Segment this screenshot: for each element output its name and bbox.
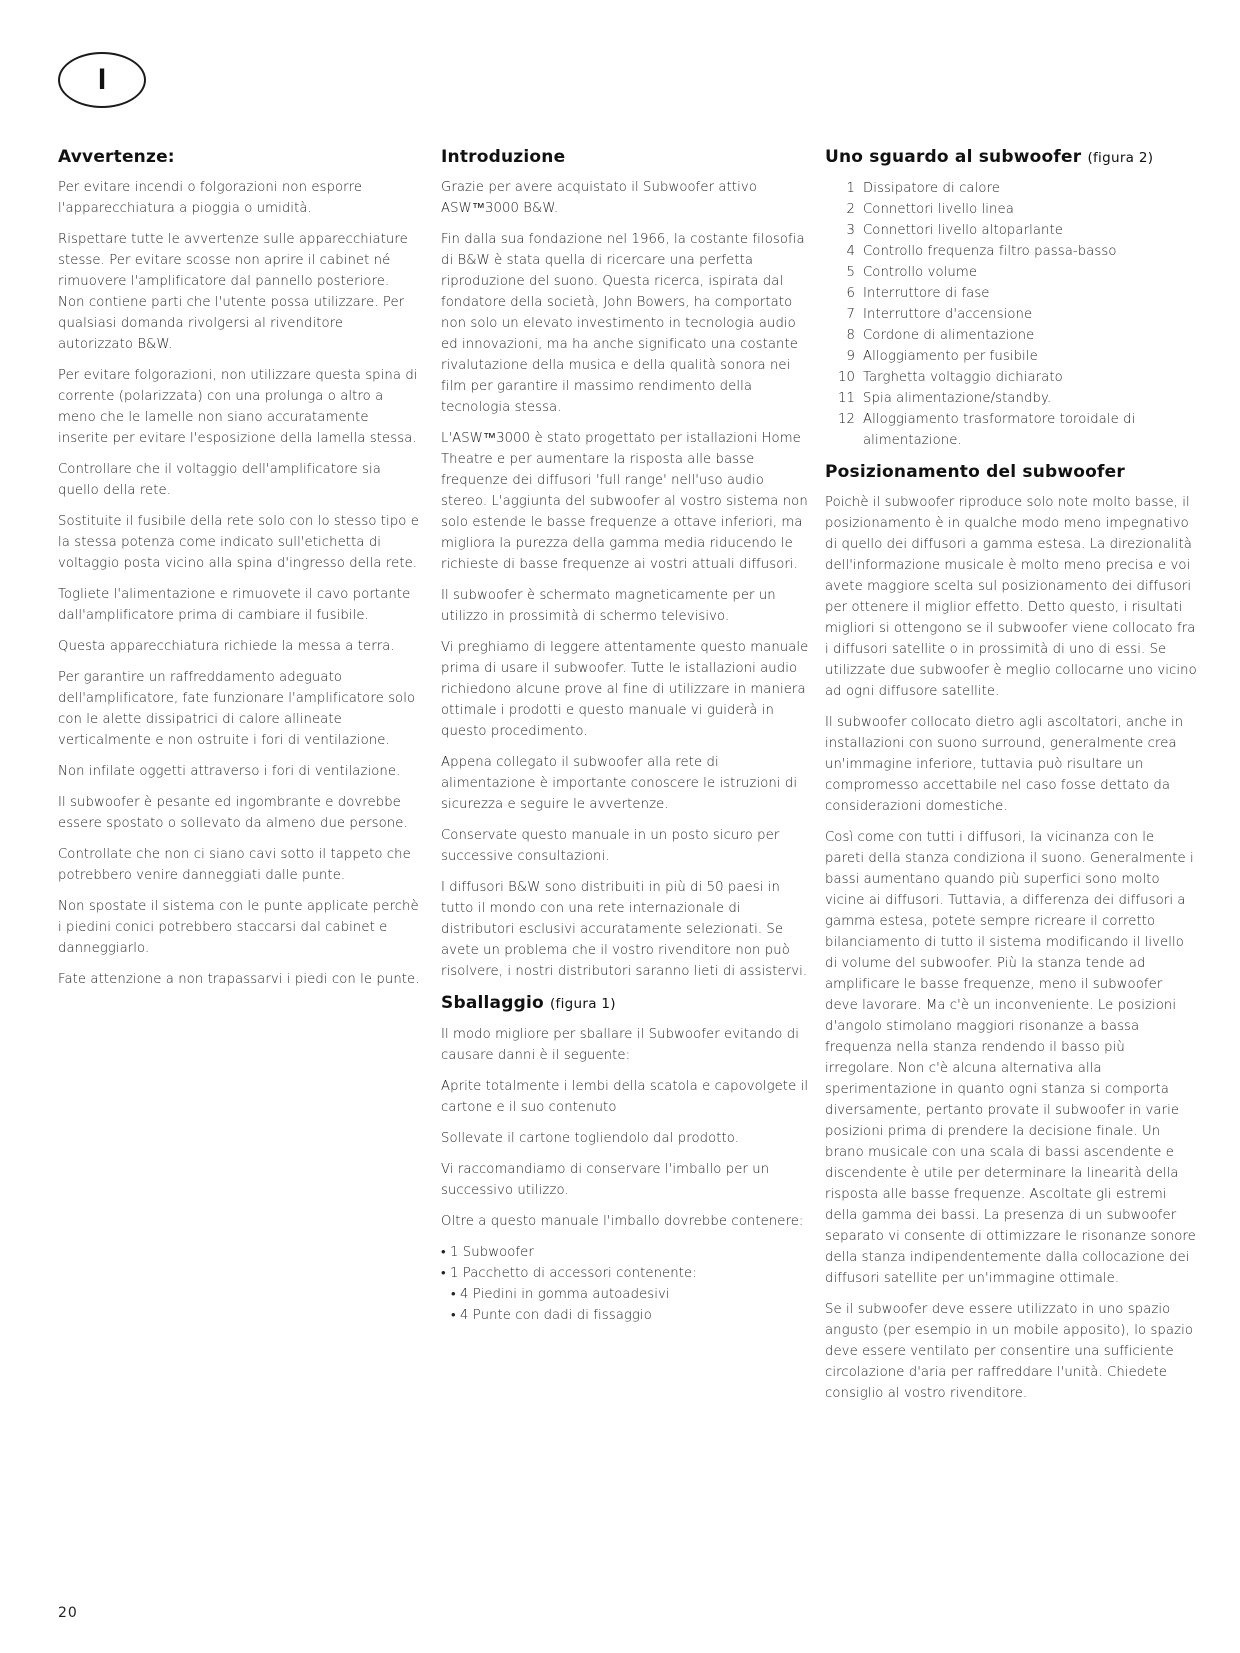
list-item: • 1 Pacchetto di accessori contenente: [441,1266,697,1281]
part-label: Controllo frequenza filtro passa-basso [863,244,1117,259]
part-label: Targhetta voltaggio dichiarato [863,370,1063,385]
part-number: 5 [846,265,855,280]
unpacking-heading [441,992,809,1015]
part-number: 9 [846,349,855,364]
part-label: Connettori livello altoparlante [863,223,1063,238]
list-item: • 4 Piedini in gomma autoadesivi [451,1287,670,1302]
overview-figure-ref: (figura 2) [1087,150,1154,166]
part-number: 4 [846,244,855,259]
unpack-paragraph: Aprite totalmente i lembi della scatola e capovolgete il cartone e il suo contenuto [441,1079,809,1115]
column-introduction [441,146,809,1326]
introduction-heading: Introduzione [441,147,566,167]
unpack-paragraph: Il modo migliore per sballare il Subwoofer evitando di causare danni è il seguente: [441,1027,799,1063]
part-label: Controllo volume [863,265,978,280]
unpacking-title: Sballaggio [441,993,544,1013]
list-item [825,367,1197,388]
intro-paragraph: I diffusori B&W sono distribuiti in più di 50 paesi in tutto il mondo con una rete internazionale di distributori esclusivi accuratamente selezionati. Se avete un problema che il vostro rivenditore non può risolvere, i nostri distributori saranno lieti di assistervi. [441,880,808,979]
list-item [825,220,1197,241]
part-number: 1 [846,181,855,196]
positioning-paragraph: Il subwoofer collocato dietro agli ascoltatori, anche in installazioni con suono surround, generalmente crea un'immagine inferiore, tuttavia può risultare un compromesso accettabile nel caso fosse dettato da considerazioni domestiche. [825,715,1184,814]
warning-paragraph: Per garantire un raffreddamento adeguato dell'amplificatore, fate funzionare l'amplificatore solo con le alette dissipatrici di calore allineate verticalmente e non ostruite i fori di ventilazione. [58,670,416,748]
part-label: Interruttore di fase [863,286,990,301]
positioning-paragraph: Se il subwoofer deve essere utilizzato in uno spazio angusto (per esempio in un mobile apposito), lo spazio deve essere ventilato per consentire una sufficiente circolazione d'aria per raffreddare l'unità. Chiedete consiglio al vostro rivenditore. [825,1302,1194,1401]
parts-list [825,178,1197,451]
list-item [825,388,1197,409]
warning-paragraph: Controllate che non ci siano cavi sotto il tappeto che potrebbero venire danneggiati dalle punte. [58,847,411,883]
list-item [825,199,1197,220]
part-number: 11 [838,391,855,406]
warning-paragraph: Non spostate il sistema con le punte applicate perchè i piedini conici potrebbero staccarsi dal cabinet e danneggiarlo. [58,899,419,956]
list-item [825,283,1197,304]
intro-paragraph: Appena collegato il subwoofer alla rete di alimentazione è importante conoscere le istruzioni di sicurezza e seguire le avvertenze. [441,755,798,812]
package-contents-list [441,1242,809,1326]
unpack-paragraph: Vi raccomandiamo di conservare l'imballo per un successivo utilizzo. [441,1162,770,1198]
warning-paragraph: Rispettare tutte le avvertenze sulle apparecchiature stesse. Per evitare scosse non aprire il cabinet né rimuovere l'amplificatore dal pannello posteriore. Non contiene parti che l'utente possa utilizzare. Per qualsiasi domanda rivolgersi al rivenditore autorizzato B&W. [58,232,408,352]
part-label: Cordone di alimentazione [863,328,1035,343]
warning-paragraph: Il subwoofer è pesante ed ingombrante e dovrebbe essere spostato o sollevato da almeno due persone. [58,795,408,831]
part-label: Alloggiamento trasformatore toroidale di alimentazione. [863,412,1136,448]
warning-paragraph: Controllare che il voltaggio dell'amplificatore sia quello della rete. [58,462,381,498]
list-item [825,262,1197,283]
column-subwoofer [825,146,1197,1414]
page-number: 20 [58,1605,78,1621]
warning-paragraph: Togliete l'alimentazione e rimuovete il cavo portante dall'amplificatore prima di cambiare il fusibile. [58,587,411,623]
part-number: 8 [846,328,855,343]
positioning-heading: Posizionamento del subwoofer [825,462,1125,482]
intro-paragraph: Vi preghiamo di leggere attentamente questo manuale prima di usare il subwoofer. Tutte le istallazioni audio richiedono alcune prove al fine di utilizzare in maniera ottimale i prodotti e questo manuale vi guiderà in questo procedimento. [441,640,809,739]
language-badge: I [58,52,146,108]
part-label: Interruttore d'accensione [863,307,1033,322]
warning-paragraph: Per evitare folgorazioni, non utilizzare questa spina di corrente (polarizzata) con una prolunga o altro a meno che le lamelle non siano accuratamente inserite per evitare l'esposizione della lamella stessa. [58,368,418,446]
list-item [825,325,1197,346]
list-item [825,178,1197,199]
unpack-paragraph: Sollevate il cartone togliendolo dal prodotto. [441,1131,740,1146]
intro-paragraph: Grazie per avere acquistato il Subwoofer attivo ASW™3000 B&W. [441,180,757,216]
list-item [825,346,1197,367]
part-number: 3 [846,223,855,238]
part-label: Dissipatore di calore [863,181,1000,196]
part-number: 10 [838,370,855,385]
unpack-paragraph: Oltre a questo manuale l'imballo dovrebbe contenere: [441,1214,804,1229]
overview-heading [825,146,1197,169]
part-number: 6 [846,286,855,301]
list-item [825,241,1197,262]
intro-paragraph: Il subwoofer è schermato magneticamente per un utilizzo in prossimità di schermo televisivo. [441,588,776,624]
warning-paragraph: Fate attenzione a non trapassarvi i piedi con le punte. [58,972,420,987]
unpacking-figure-ref: (figura 1) [549,996,616,1012]
part-number: 12 [838,412,855,427]
part-label: Connettori livello linea [863,202,1014,217]
column-warnings [58,146,420,1000]
overview-title: Uno sguardo al subwoofer [825,147,1082,167]
warning-paragraph: Per evitare incendi o folgorazioni non esporre l'apparecchiatura a pioggia o umidità. [58,180,363,216]
intro-paragraph: Fin dalla sua fondazione nel 1966, la costante filosofia di B&W è stata quella di ricercare una perfetta riproduzione del suono. Questa ricerca, ispirata dal fondatore della società, John Bowers, ha comportato non solo un elevato investimento in tecnologia audio ed innovazioni, ma ha anche significato una costante rivalutazione della musica e della qualità sonora nei film per garantire il massimo rendimento della tecnologia stessa. [441,232,805,415]
warnings-heading: Avvertenze: [58,147,175,167]
intro-paragraph: Conservate questo manuale in un posto sicuro per successive consultazioni. [441,828,780,864]
intro-paragraph: L'ASW™3000 è stato progettato per istallazioni Home Theatre e per aumentare la risposta alle basse frequenze dei diffusori 'full range' nell'uso audio stereo. L'aggiunta del subwoofer al vostro sistema non solo estende le basse frequenze a ottave inferiori, ma migliora la purezza della gamma media riducendo le richieste di basse frequenze ai vostri attuali diffusori. [441,431,808,572]
warning-paragraph: Questa apparecchiatura richiede la messa a terra. [58,639,395,654]
part-label: Spia alimentazione/standby. [863,391,1052,406]
list-item [825,409,1197,451]
part-number: 2 [846,202,855,217]
warning-paragraph: Sostituite il fusibile della rete solo con lo stesso tipo e la stessa potenza come indicato sull'etichetta di voltaggio posta vicino alla spina d'ingresso della rete. [58,514,419,571]
part-number: 7 [846,307,855,322]
list-item [825,304,1197,325]
part-label: Alloggiamento per fusibile [863,349,1038,364]
positioning-paragraph: Così come con tutti i diffusori, la vicinanza con le pareti della stanza condiziona il suono. Generalmente i bassi aumentano quando più superfici sono molto vicine ai diffusori. Tuttavia, a differenza dei diffusori a gamma estesa, potete sempre ricreare il corretto bilanciamento di tutto il sistema modificando il livello di volume del subwoofer. Più la stanza tende ad amplificare le basse frequenze, meno il subwoofer deve lavorare. Ma c'è un inconveniente. Le posizioni d'angolo stimolano maggiori risonanze a bassa frequenza nella stanza rendendo il basso più irregolare. Non c'è alcuna alternativa alla sperimentazione in quanto ogni stanza si comporta diversamente, pertanto provate il subwoofer in varie posizioni prima di prendere la decisione finale. Un brano musicale con una scala di bassi ascendente e discendente è utile per determinare la linearità della risposta alle basse frequenze. Ascoltate gli estremi della gamma dei bassi. La presenza di un subwoofer separato vi consente di ottimizzare le risonanze sonore della stanza indipendentemente dalla collocazione dei diffusori satellite per un'immagine ottimale. [825,830,1196,1286]
warning-paragraph: Non infilate oggetti attraverso i fori di ventilazione. [58,764,401,779]
positioning-paragraph: Poichè il subwoofer riproduce solo note molto basse, il posizionamento è in qualche modo meno impegnativo di quello dei diffusori a gamma estesa. La direzionalità dell'informazione musicale è molto meno precisa e voi avete maggiore scelta sul posizionamento dei diffusori per ottenere il miglior effetto. Detto questo, i risultati migliori si ottengono se il subwoofer viene collocato fra i diffusori satellite o in prossimità di uno di essi. Se utilizzate due subwoofer è meglio collocarne uno vicino ad ogni diffusore satellite. [825,495,1197,699]
list-item: • 1 Subwoofer [441,1245,534,1260]
list-item: • 4 Punte con dadi di fissaggio [451,1308,652,1323]
